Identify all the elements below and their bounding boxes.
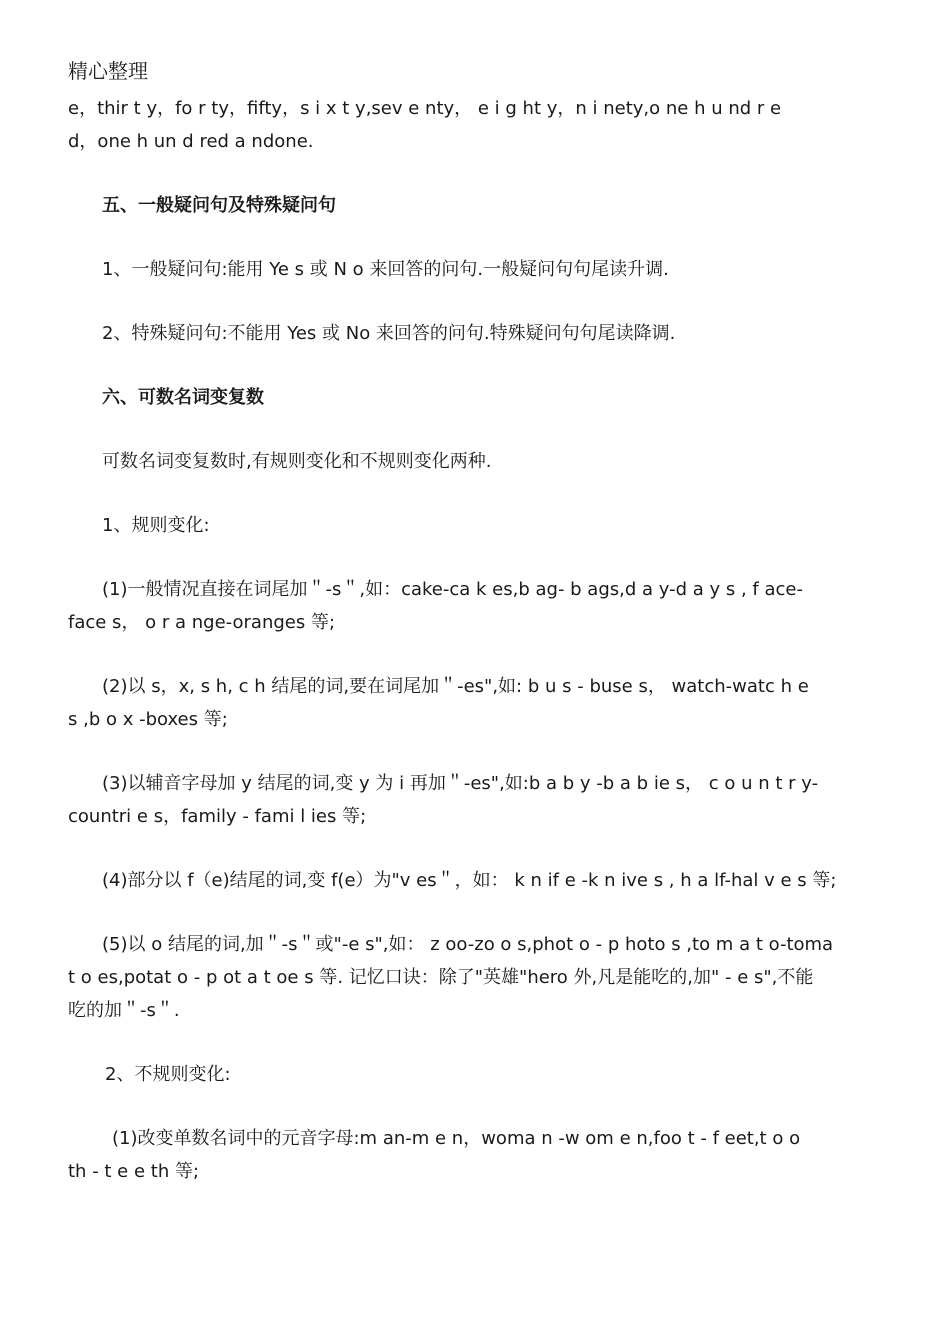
text-line: face s， o r a nge-oranges 等; (68, 612, 336, 633)
rule-2-paragraph (68, 670, 880, 736)
section-5-heading: 五、一般疑问句及特殊疑问句 (102, 195, 336, 216)
irregular-1-paragraph (68, 1122, 880, 1188)
rule-5-paragraph (68, 928, 880, 1027)
text-line: d，one h un d red a ndone. (68, 131, 314, 152)
text-line: (1)一般情况直接在词尾加＂-s＂,如：cake-ca k es,b ag- b ags,d a y-d a y s , f ace- (102, 579, 803, 600)
rule-1-paragraph (68, 573, 880, 639)
section-5-item-2: 2、特殊疑问句:不能用 Yes 或 No 来回答的问句.特殊疑问句句尾读降调. (102, 323, 676, 344)
text-line: th - t e e th 等; (68, 1161, 200, 1182)
text-line: (4)部分以 f（e)结尾的词,变 f(e）为"v es＂，如： k n if e -k n ive s , h a lf-hal v e s 等; (102, 870, 837, 891)
section-6-intro: 可数名词变复数时,有规则变化和不规则变化两种. (102, 451, 492, 472)
text-line: s ,b o x -boxes 等; (68, 709, 228, 730)
text-line: 吃的加＂-s＂. (68, 1000, 180, 1021)
page-header-label: 精心整理 (68, 59, 148, 83)
section-5-item-1: 1、一般疑问句:能用 Ye s 或 N o 来回答的问句.一般疑问句句尾读升调. (102, 259, 669, 280)
rule-4-paragraph (68, 864, 880, 897)
text-line: (2)以 s，x, s h, c h 结尾的词,要在词尾加＂-es",如: b u s - buse s， watch-watc h e (102, 676, 809, 697)
text-line: e，thir t y，fo r ty，fifty，s i x t y,sev e nty， e i g ht y，n i nety,o ne h u nd r e (68, 98, 782, 119)
irregular-change-heading: 2、不规则变化: (105, 1064, 231, 1085)
text-line: countri e s，family - fami l ies 等; (68, 806, 367, 827)
section-6-heading: 六、可数名词变复数 (102, 387, 264, 408)
rule-3-paragraph (68, 767, 880, 833)
text-line: (5)以 o 结尾的词,加＂-s＂或"-e s",如： z oo-zo o s,phot o - p hoto s ,to m a t o-toma (102, 934, 834, 955)
text-line: (3)以辅音字母加 y 结尾的词,变 y 为 i 再加＂-es",如:b a b y -b a b ie s， c o u n t r y- (102, 773, 819, 794)
text-line: (1)改变单数名词中的元音字母:m an-m e n，woma n -w om e n,foo t - f eet,t o o (112, 1128, 801, 1149)
document-body (68, 92, 880, 1219)
numbers-continuation-paragraph (68, 92, 880, 158)
regular-change-heading: 1、规则变化: (102, 515, 210, 536)
text-line: t o es,potat o - p ot a t oe s 等. 记忆口诀：除了"英雄"hero 外,凡是能吃的,加" - e s",不能 (68, 967, 814, 988)
